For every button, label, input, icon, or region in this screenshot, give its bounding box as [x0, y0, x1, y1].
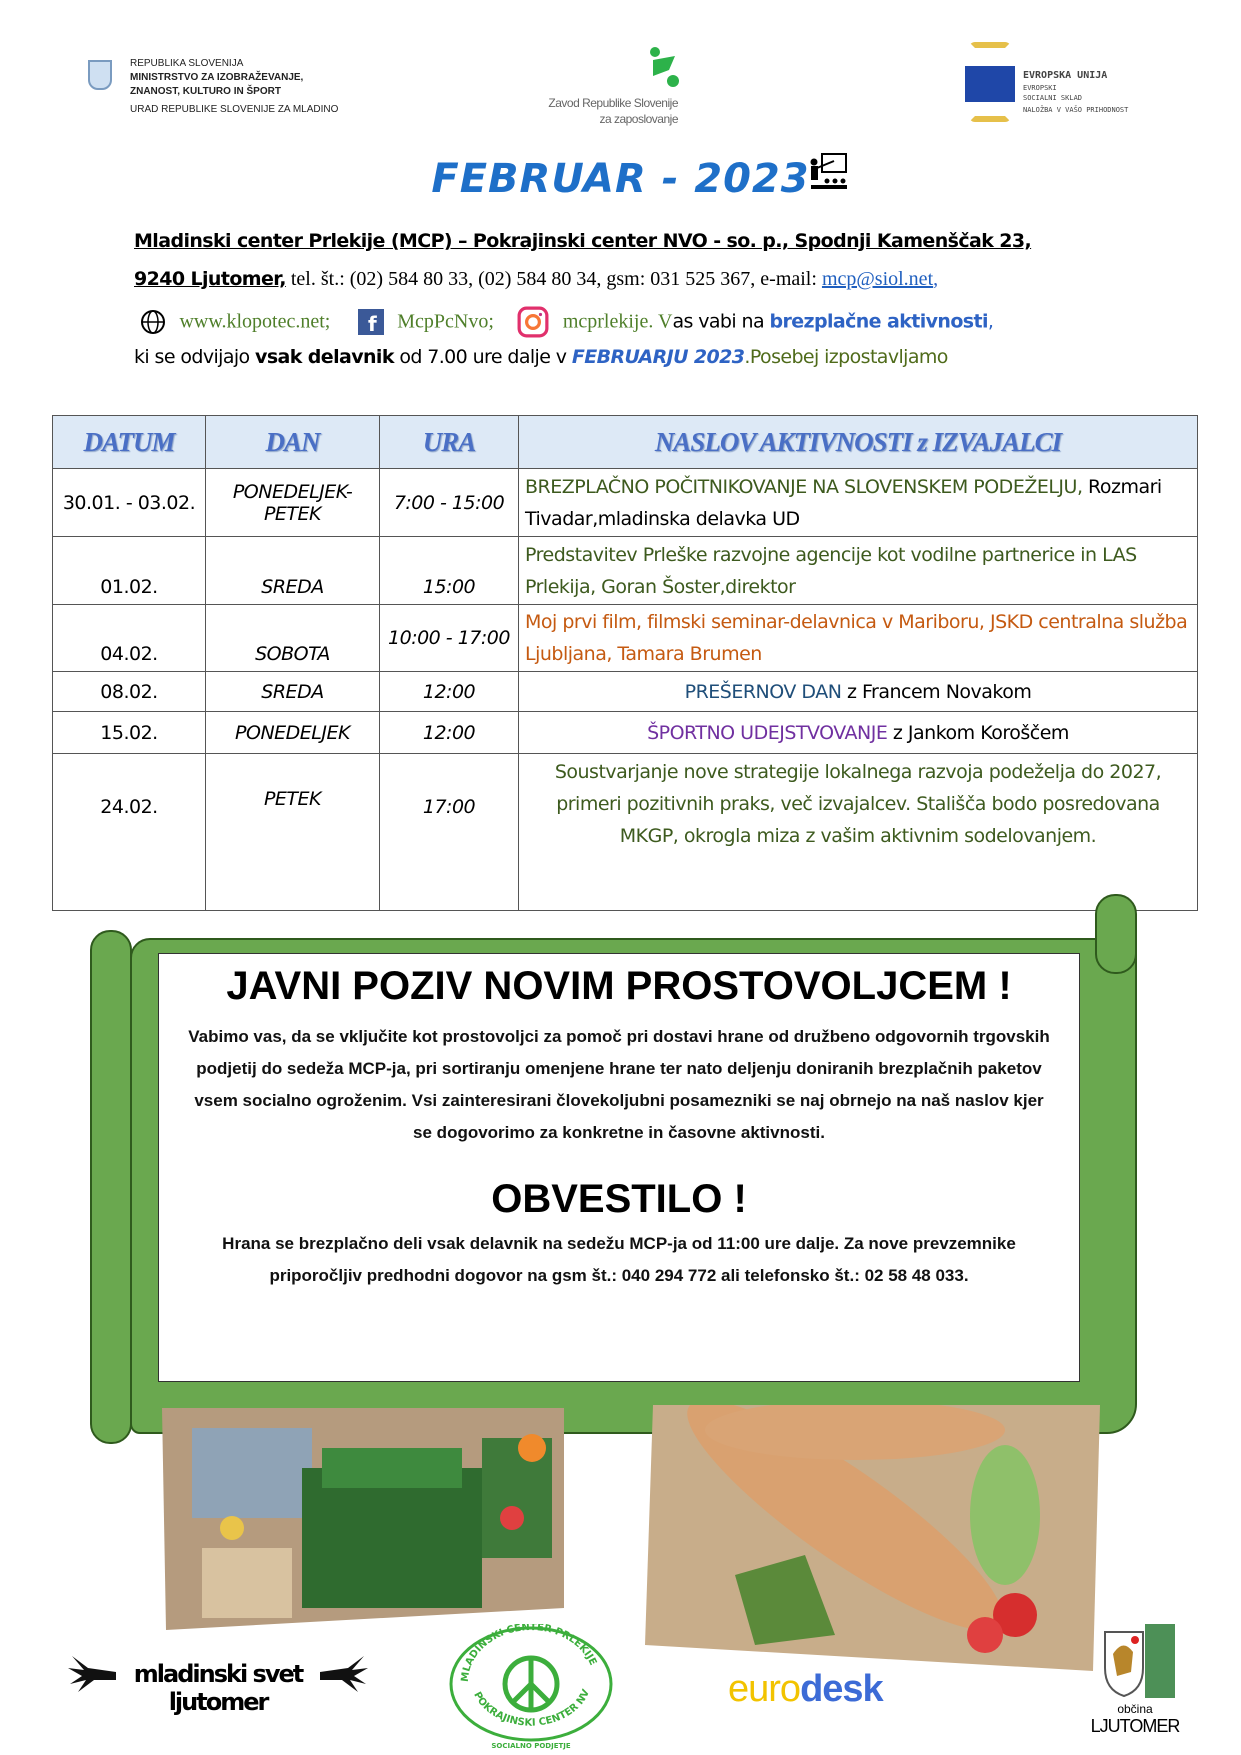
eu-social-fund-logo: EVROPSKA UNIJA EVROPSKI SOCIALNI SKLAD NALOŽBA V VAŠO PRIHODNOST	[965, 42, 1175, 122]
notice-text: Hrana se brezplačno deli vsak delavnik na sedežu MCP-ja od 11:00 ure dalje. Za nove prevzemnike priporočljiv predhodni dogovor na gsm št.: 040 294 772 ali telefonsko št.: 02 58 48 033.	[222, 1234, 1016, 1285]
header-ura: URA	[380, 416, 519, 469]
notice-heading: OBVESTILO !	[491, 1177, 747, 1221]
address-line: Mladinski center Prlekije (MCP) – Pokrajinski center NVO - so. p., Spodnji Kamenščak 23,	[134, 230, 1032, 252]
instagram-icon	[517, 306, 549, 338]
hand-left-icon	[68, 1654, 116, 1694]
header-dan: DAN	[206, 416, 380, 469]
activity-schedule-table	[52, 415, 1198, 911]
scroll-roll-right	[1095, 894, 1137, 974]
notice-box	[158, 953, 1080, 1382]
page-title: FEBRUAR - 2023	[431, 156, 810, 202]
instagram-link[interactable]: mcprlekije.	[562, 310, 654, 333]
contact-line: 9240 Ljutomer, tel. št.: (02) 584 80 33, (02) 584 80 34, gsm: 031 525 367, e-mail: mcp@siol.net,	[134, 268, 939, 290]
mcp-logo	[446, 1624, 616, 1750]
table-row: 08.02. SREDA 12:00 PREŠERNOV DAN z Francem Novakom	[53, 672, 1198, 712]
header-naslov: NASLOV AKTIVNOSTI z IZVAJALCI	[519, 416, 1198, 469]
volunteer-call-text: Vabimo vas, da se vključite kot prostovoljci za pomoč pri dostavi hrane od družbeno odgovornih trgovskih podjetij do sedeža MCP-ja, pri sortiranju omenjene hrane ter nato deljenju doniranih brezplačnih paketov vsem socialno ogroženim. Vsi zainteresirani človekoljubni posamezniki se naj obrnejo na naš naslov kjer se dogovorimo za konkretne in časovne aktivnosti.	[188, 1027, 1050, 1142]
header-datum: DATUM	[53, 416, 206, 469]
email-link[interactable]: mcp@siol.net	[821, 268, 934, 290]
presentation-teacher-icon	[808, 153, 848, 191]
globe-icon	[140, 309, 166, 335]
obcina-ljutomer-logo: občina LJUTOMER	[1083, 1624, 1187, 1744]
volunteer-call-heading: JAVNI POZIV NOVIM PROSTOVOLJCEM !	[226, 964, 1012, 1008]
food-crates-photo	[152, 1408, 564, 1630]
schedule-line: ki se odvijajo vsak delavnik od 7.00 ure dalje v FEBRUARJU 2023.Posebej izpostavljamo	[134, 346, 948, 368]
ministry-logo: REPUBLIKA SLOVENIJA MINISTRSTVO ZA IZOBRAŽEVANJE, ZNANOST, KULTURO IN ŠPORT URAD REPUBLIKE SLOVENIJE ZA MLADINO	[88, 56, 348, 120]
zrs-mark-icon	[645, 46, 681, 88]
website-link[interactable]: www.klopotec.net;	[179, 310, 331, 333]
svg-text:MLADINSKI CENTER PRLEKIJE: MLADINSKI CENTER PRLEKIJE	[459, 1624, 599, 1683]
table-row: 30.01. - 03.02. PONEDELJEK-PETEK 7:00 - 15:00 BREZPLAČNO POČITNIKOVANJE NA SLOVENSKEM PODEŽELJU, Rozmari Tivadar,mladinska delavka UD	[53, 469, 1198, 537]
mladinski-svet-logo: mladinski svet ljutomer	[68, 1650, 368, 1720]
eurodesk-logo: eurodesk	[728, 1668, 883, 1710]
scroll-roll-left	[90, 930, 132, 1444]
employment-service-logo: Zavod Republike Slovenije za zaposlovanje	[520, 46, 690, 126]
table-row: 24.02. PETEK 17:00 Soustvarjanje nove strategije lokalnega razvoja podeželja do 2027, primeri pozitivnih praks, več izvajalcev. Stališča bodo posredovana MKGP, okrogla miza z vašim aktivnim sodelovanjem.	[53, 754, 1198, 911]
social-line: www.klopotec.net; f McpPcNvo; mcprlekije. Vas vabi na brezplačne aktivnosti,	[140, 306, 1140, 338]
table-row: 15.02. PONEDELJEK 12:00 ŠPORTNO UDEJSTVOVANJE z Jankom Koroščem	[53, 712, 1198, 754]
svg-text:f: f	[367, 312, 376, 335]
facebook-icon	[358, 309, 384, 335]
food-package-photo	[645, 1405, 1100, 1671]
eu-flag-icon	[965, 66, 1015, 102]
svg-text:POKRAJINSKI CENTER NVO: POKRAJINSKI CENTER NV	[471, 1688, 592, 1729]
slovenia-coat-of-arms-icon	[88, 60, 112, 90]
ljutomer-coat-of-arms-icon	[1095, 1624, 1175, 1698]
hand-right-icon	[320, 1654, 368, 1694]
svg-text:SOCIALNO PODJETJE: SOCIALNO PODJETJE	[491, 1742, 571, 1750]
table-row: 01.02. SREDA 15:00 Predstavitev Prleške razvojne agencije kot vodilne partnerice in LAS Prlekija, Goran Šoster,direktor	[53, 537, 1198, 605]
table-row: 04.02. SOBOTA 10:00 - 17:00 Moj prvi film, filmski seminar-delavnica v Mariboru, JSKD centralna služba Ljubljana, Tamara Brumen	[53, 605, 1198, 672]
facebook-link[interactable]: McpPcNvo;	[397, 310, 494, 333]
table-header-row	[53, 416, 1198, 469]
mcp-peace-logo-icon	[446, 1624, 616, 1750]
